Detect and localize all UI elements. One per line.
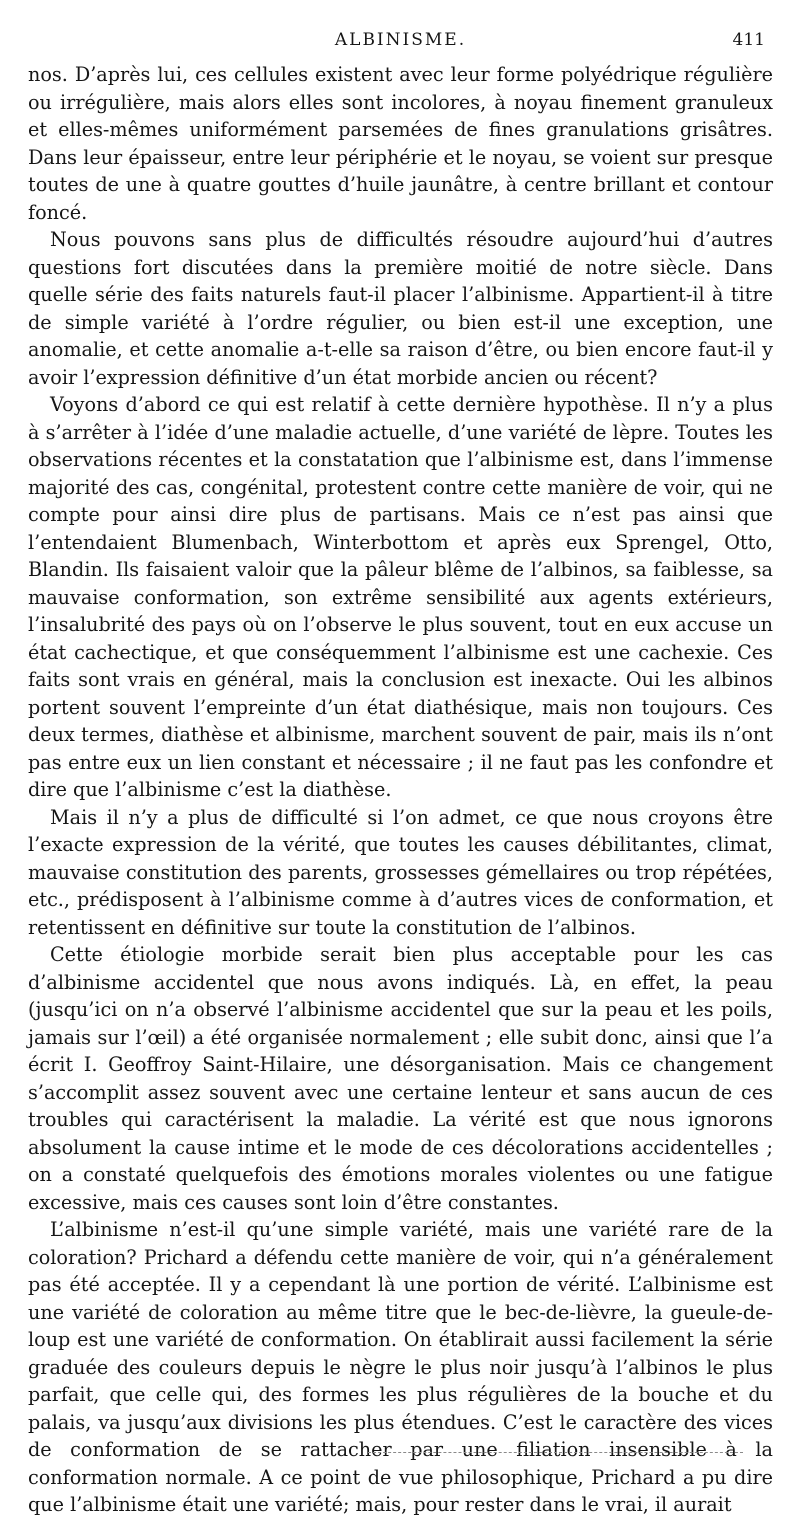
paragraph-albinism-classification: Nous pouvons sans plus de difficultés résoudre aujourd’hui d’autres questions fort discutées dans la première moitié de notre siècle. Dans quelle série des faits naturels faut-il placer l’albinisme. Appartient-il à titre de simple variété à l’ordre régulier, ou bien est-il une exception, une anomalie, et cette anomalie a-t-elle sa raison d’être, ou bien encore faut-il y avoir l’expression définitive d’un état morbide ancien ou récent? <box>28 228 773 389</box>
paragraph-debilitating-causes: Mais il n’y a plus de difficulté si l’on admet, ce que nous croyons être l’exacte expression de la vérité, que toutes les causes débilitantes, climat, mauvaise constitution des parents, grossesses gémellaires ou trop répétées, etc., prédisposent à l’albinisme comme à d’autres vices de conformation, et retentissent en définitive sur toute la constitution de l’albinos. <box>28 805 773 939</box>
paragraph-morbid-hypothesis: Voyons d’abord ce qui est relatif à cette dernière hypothèse. Il n’y a plus à s’arrêter à l’idée d’une maladie actuelle, d’une variété de lèpre. Toutes les observations récentes et la constatation que l’albinisme est, dans l’immense majorité des cas, congénital, protestent contre cette manière de voir, qui ne compte pour ainsi dire plus de partisans. Mais ce n’est pas ainsi que l’entendaient Blumenbach, Winterbottom et après eux Sprengel, Otto, Blandin. Ils faisaient valoir que la pâleur blême de l’albinos, sa faiblesse, sa mauvaise conformation, son extrême sensibilité aux agents extérieurs, l’insalubrité des pays où on l’observe le plus souvent, tout en eux accuse un état cachectique, et que conséquemment l’albinisme est une cachexie. Ces faits sont vrais en général, mais la conclusion est inexacte. Oui les albinos portent souvent l’empreinte d’un état diathésique, mais non toujours. Ces deux termes, diathèse et albinisme, marchent souvent de pair, mais ils n’ont pas entre eux un lien constant et nécessaire ; il ne faut pas les confondre et dire que l’albinisme c’est la diathèse. <box>28 393 773 801</box>
paragraph-accidental-albinism: Cette étiologie morbide serait bien plus acceptable pour les cas d’albinisme accidentel que nous avons indiqués. Là, en effet, la peau (jusqu’ici on n’a observé l’albinisme accidentel que sur la peau et les poils, jamais sur l’œil) a été organisée normalement ; elle subit donc, ainsi que l’a écrit I. Geoffroy Saint-Hilaire, une désorganisation. Mais ce changement s’accomplit assez souvent avec une certaine lenteur et sans aucun de ces troubles qui caractérisent la maladie. La vérité est que nous ignorons absolument la cause intime et le mode de ces décolorations accidentelles ; on a constaté quelquefois des émotions morales violentes ou une fatigue excessive, mais ces causes sont loin d’être constantes. <box>28 943 773 1214</box>
running-title: ALBINISME. <box>334 30 467 50</box>
page-number: 411 <box>732 30 765 50</box>
paragraph-continuation: nos. D’après lui, ces cellules existent avec leur forme polyédrique régulière ou irrégulière, mais alors elles sont incolores, à noyau finement granuleux et elles-mêmes uniformément parsemées de fines granulations grisâtres. Dans leur épaisseur, entre leur périphérie et le noyau, se voient sur presque toutes de une à quatre gouttes d’huile jaunâtre, à centre brillant et contour foncé. <box>28 63 773 224</box>
body-text <box>28 61 773 1519</box>
footer-rule <box>368 1452 743 1453</box>
paragraph-prichard-variety: L’albinisme n’est-il qu’une simple variété, mais une variété rare de la coloration? Prichard a défendu cette manière de voir, qui n’a généralement pas été acceptée. Il y a cependant là une portion de vérité. L’albinisme est une variété de coloration au même titre que le bec-de-lièvre, la gueule-de-loup est une variété de conformation. On établirait aussi facilement la série graduée des couleurs depuis le nègre le plus noir jusqu’à l’albinos le plus parfait, que celle qui, des formes les plus régulières de la bouche et du palais, va jusqu’aux divisions les plus étendues. C’est le caractère des vices de conformation de se rattacher par une filiation insensible à la conformation normale. A ce point de vue philosophique, Prichard a pu dire que l’albinisme était une variété; mais, pour rester dans le vrai, il aurait <box>28 1218 773 1516</box>
book-page <box>28 0 773 1516</box>
running-head <box>28 30 773 56</box>
